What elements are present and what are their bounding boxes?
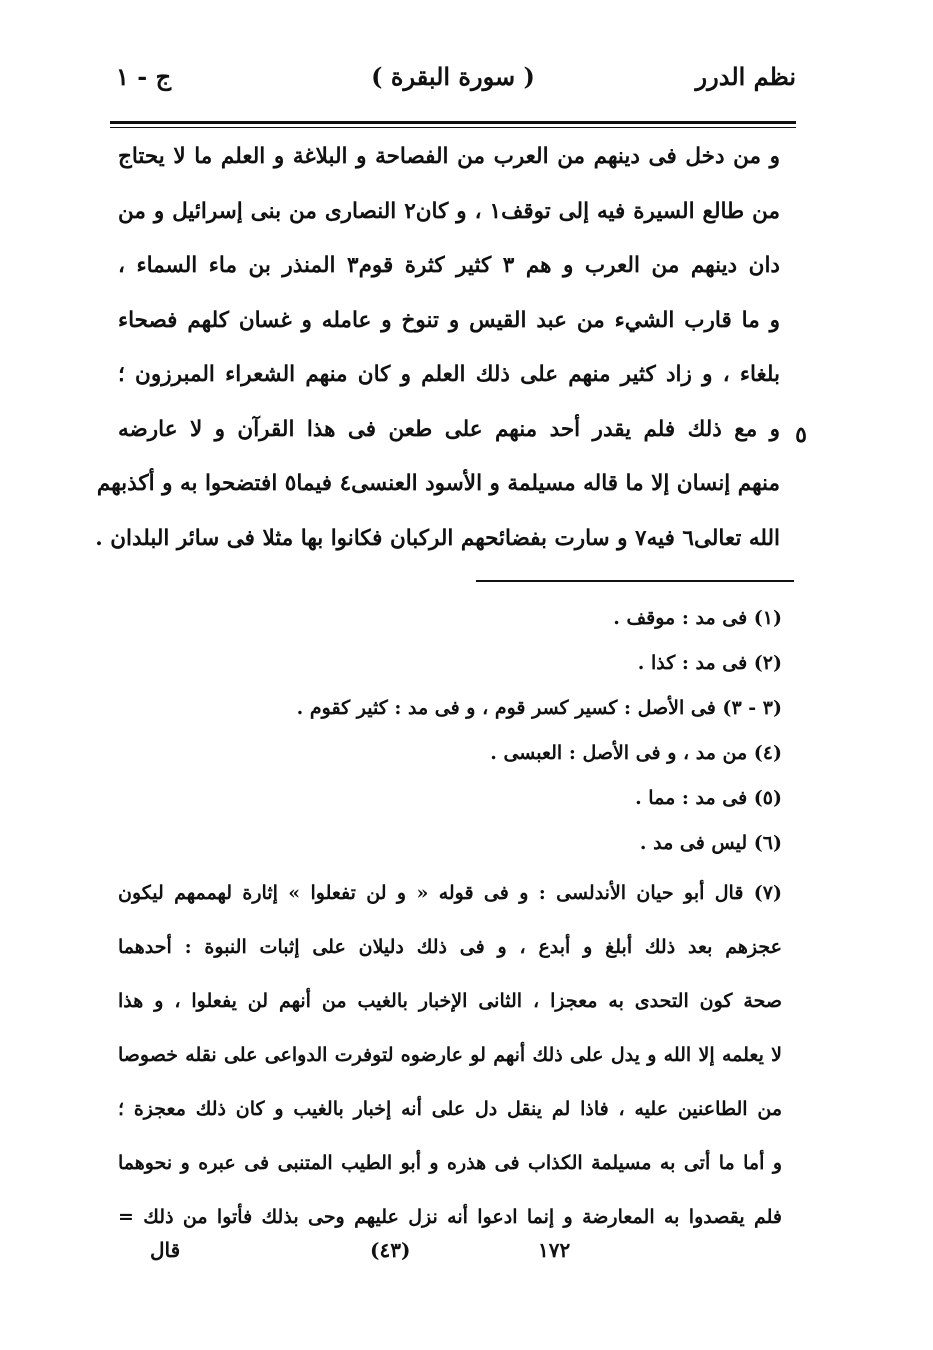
footnote-line: لا يعلمه إلا الله و يدل على ذلك أنهم لو عارضوه لتوفرت الدواعى على نقله خصوصا	[118, 1044, 782, 1066]
footnote: (٥) فى مد : مما .	[635, 787, 782, 809]
footnotes	[118, 596, 782, 866]
footnote: (٤) من مد ، و فى الأصل : العبسى .	[490, 742, 782, 764]
footnote-line: و أما ما أتى به مسيلمة الكذاب فى هذره و أبو الطيب المتنبى فى عبره و نحوهما	[118, 1152, 782, 1174]
volume-label: ج - ١	[116, 62, 172, 91]
text-line: الله تعالى٦ فيه٧ و سارت بفضائحهم الركبان فكانوا بها مثلا فى سائر البلدان .	[95, 525, 780, 551]
long-footnote	[118, 866, 782, 1244]
text-line: دان دينهم من العرب و هم ٣ كثير كثرة قوم٣ المنذر بن ماء السماء ،	[118, 253, 780, 278]
page-number: ١٧٢	[538, 1238, 571, 1262]
footnote-separator	[476, 580, 794, 582]
page-header	[110, 58, 796, 108]
footnote: (٢) فى مد : كذا .	[637, 652, 782, 674]
footnote-line: فلم يقصدوا به المعارضة و إنما ادعوا أنه نزل عليهم وحى بذلك فأتوا من ذلك =	[118, 1206, 782, 1228]
page-footer	[118, 1238, 782, 1278]
footnote-line: من الطاعنين عليه ، فاذا لم ينقل دل على أنه إخبار بالغيب و كان ذلك معجزة ؛	[118, 1098, 782, 1120]
main-text	[95, 130, 780, 566]
footnote: (٣ - ٣) فى الأصل : كسير كسر قوم ، و فى مد : كثير كقوم .	[296, 697, 782, 719]
text-line: و ما قارب الشيء من عبد القيس و تنوخ و عامله و غسان كلهم فصحاء	[118, 307, 780, 333]
catchword: قال	[150, 1238, 181, 1262]
header-rule-thick	[110, 121, 796, 124]
book-title: نظم الدرر	[695, 62, 796, 91]
footnote-line: (٧) قال أبو حيان الأندلسى : و فى قوله « و لن تفعلوا » إثارة لهممهم ليكون	[118, 882, 782, 904]
header-rule-thin	[110, 127, 796, 128]
signature-mark: (٤٣)	[370, 1238, 411, 1262]
footnote-line: عجزهم بعد ذلك أبلغ و أبدع ، و فى ذلك دليلان على إثبات النبوة : أحدهما	[118, 936, 782, 958]
text-line: و من دخل فى دينهم من العرب من الفصاحة و البلاغة و العلم ما لا يحتاج	[118, 144, 780, 169]
text-line: منهم إنسان إلا ما قاله مسيلمة و الأسود العنسى٤ فيما٥ افتضحوا به و أكذبهم	[96, 471, 780, 496]
margin-line-number: ٥	[795, 422, 807, 448]
text-line: من طالع السيرة فيه إلى توقف١ ، و كان٢ النصارى من بنى إسرائيل و من	[118, 198, 780, 224]
footnote-line: صحة كون التحدى به معجزا ، الثانى الإخبار بالغيب من أنهم لن يفعلوا ، و هذا	[118, 990, 783, 1012]
footnote: (٦) ليس فى مد .	[639, 832, 782, 854]
text-line: و مع ذلك فلم يقدر أحد منهم على طعن فى هذا القرآن و لا عارضه	[118, 416, 780, 442]
footnote: (١) فى مد : موقف .	[613, 607, 782, 629]
text-line: بلغاء ، و زاد كثير منهم على ذلك العلم و كان منهم الشعراء المبرزون ؛	[118, 362, 780, 387]
surah-title: ( سورة البقرة )	[371, 62, 535, 91]
